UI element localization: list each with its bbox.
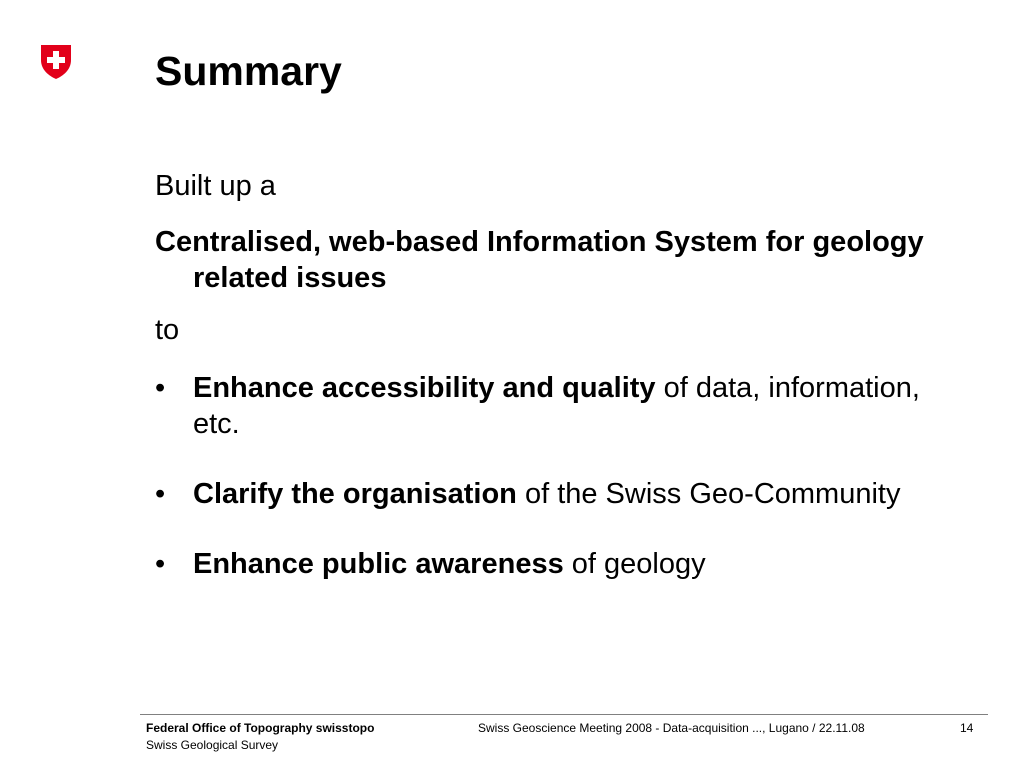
goal-emphasis: Enhance public awareness — [193, 548, 564, 580]
bullet-icon: • — [155, 478, 166, 510]
goal-emphasis: Clarify the organisation — [193, 478, 517, 510]
swiss-cross-shield-icon — [40, 44, 72, 80]
org-name: Federal Office of Topography swisstopo — [146, 721, 375, 735]
goal-detail: of data, information, etc. — [193, 372, 920, 440]
footer-organisation — [146, 720, 374, 754]
goal-detail: of the Swiss Geo-Community — [516, 478, 901, 510]
system-description: Centralised, web-based Information System for geology related issues — [155, 226, 924, 294]
page-number: 14 — [960, 721, 974, 735]
goal-list — [155, 370, 955, 582]
org-subtitle: Swiss Geological Survey — [146, 738, 279, 752]
slide-body — [155, 168, 955, 582]
footer-divider — [140, 714, 988, 715]
goal-emphasis: Enhance accessibility and quality — [193, 372, 656, 404]
footer-meeting-info: Swiss Geoscience Meeting 2008 - Data-acquisition ..., Lugano / 22.11.08 — [478, 721, 865, 735]
goal-item-organisation — [155, 476, 955, 512]
goal-detail: of geology — [563, 548, 706, 580]
goal-item-awareness — [155, 546, 955, 582]
intro-text: Built up a — [155, 170, 276, 202]
goal-item-accessibility — [155, 370, 955, 442]
connector-text: to — [155, 314, 180, 346]
bullet-icon: • — [155, 548, 166, 580]
slide-title: Summary — [155, 48, 342, 94]
bullet-icon: • — [155, 372, 166, 404]
